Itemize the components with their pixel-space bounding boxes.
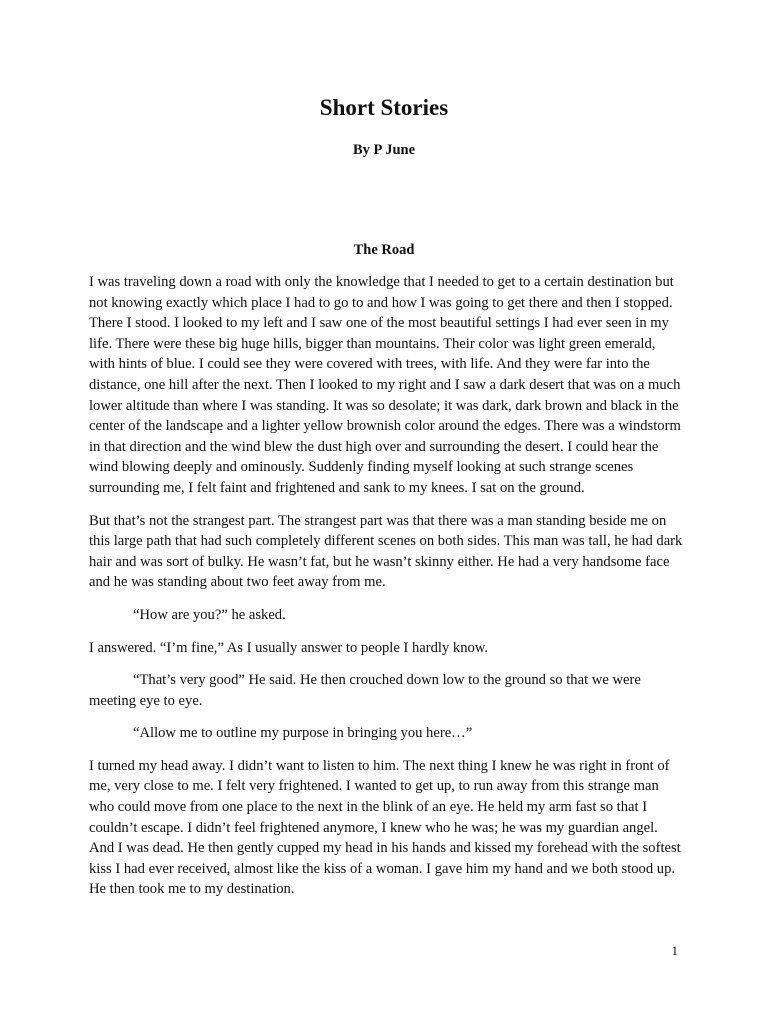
paragraph-2: But that’s not the strangest part. The strangest part was that there was a man standing beside me on this large path that had such completely different scenes on both sides. This man was tall, he had dark hair and was sort of bulky. He wasn’t fat, but he wasn’t skinny either. He had a very handsome face and he was standing about two feet away from me.	[89, 512, 683, 591]
author-byline: By P June	[352, 142, 416, 158]
page-number: 1	[671, 943, 678, 958]
paragraph-7: I turned my head away. I didn’t want to listen to him. The next thing I knew he was right in front of me, very close to me. I felt very frightened. I wanted to get up, to run away from this strange man who could move from one place to the next in the blink of an eye. He held my arm fast so that I couldn’t escape. I didn’t feel frightened anymore, I knew who he was; he was my guardian angel. And I was dead. He then gently cupped my head in his hands and kissed my forehead with the softest kiss I had ever received, almost like the kiss of a woman. I gave him my hand and we both stood up. He then took me to my destination.	[89, 757, 681, 898]
paragraph-4: I answered. “I’m fine,” As I usually answer to people I hardly know.	[89, 639, 489, 656]
paragraph-1: I was traveling down a road with only the knowledge that I needed to get to a certain destination but not knowing exactly which place I had to go to and how I was going to get there and then I stopped. There I stood. I looked to my left and I saw one of the most beautiful settings I had ever seen in my life. There were these big huge hills, bigger than mountains. Their color was light green emerald, with hints of blue. I could see they were covered with trees, with life. And they were far into the distance, one hill after the next. Then I looked to my right and I saw a dark desert that was on a much lower altitude than where I was standing. It was so desolate; it was dark, dark brown and black in the center of the landscape and a lighter yellow brownish color around the edges. There was a windstorm in that direction and the wind blew the dust high over and surrounding the desert. I could hear the wind blowing deeply and ominously. Suddenly finding myself looking at such strange scenes surrounding me, I felt faint and frightened and sank to my knees. I sat on the ground.	[89, 274, 681, 496]
paragraph-3: “How are you?” he asked.	[133, 606, 286, 623]
document-title: Short Stories	[319, 95, 449, 120]
paragraph-5: “That’s very good” He said. He then crouched down low to the ground so that we were meeting eye to eye.	[89, 672, 641, 709]
story-body	[89, 272, 683, 912]
story-title: The Road	[353, 242, 415, 258]
paragraph-6: “Allow me to outline my purpose in bringing you here…”	[133, 725, 473, 742]
